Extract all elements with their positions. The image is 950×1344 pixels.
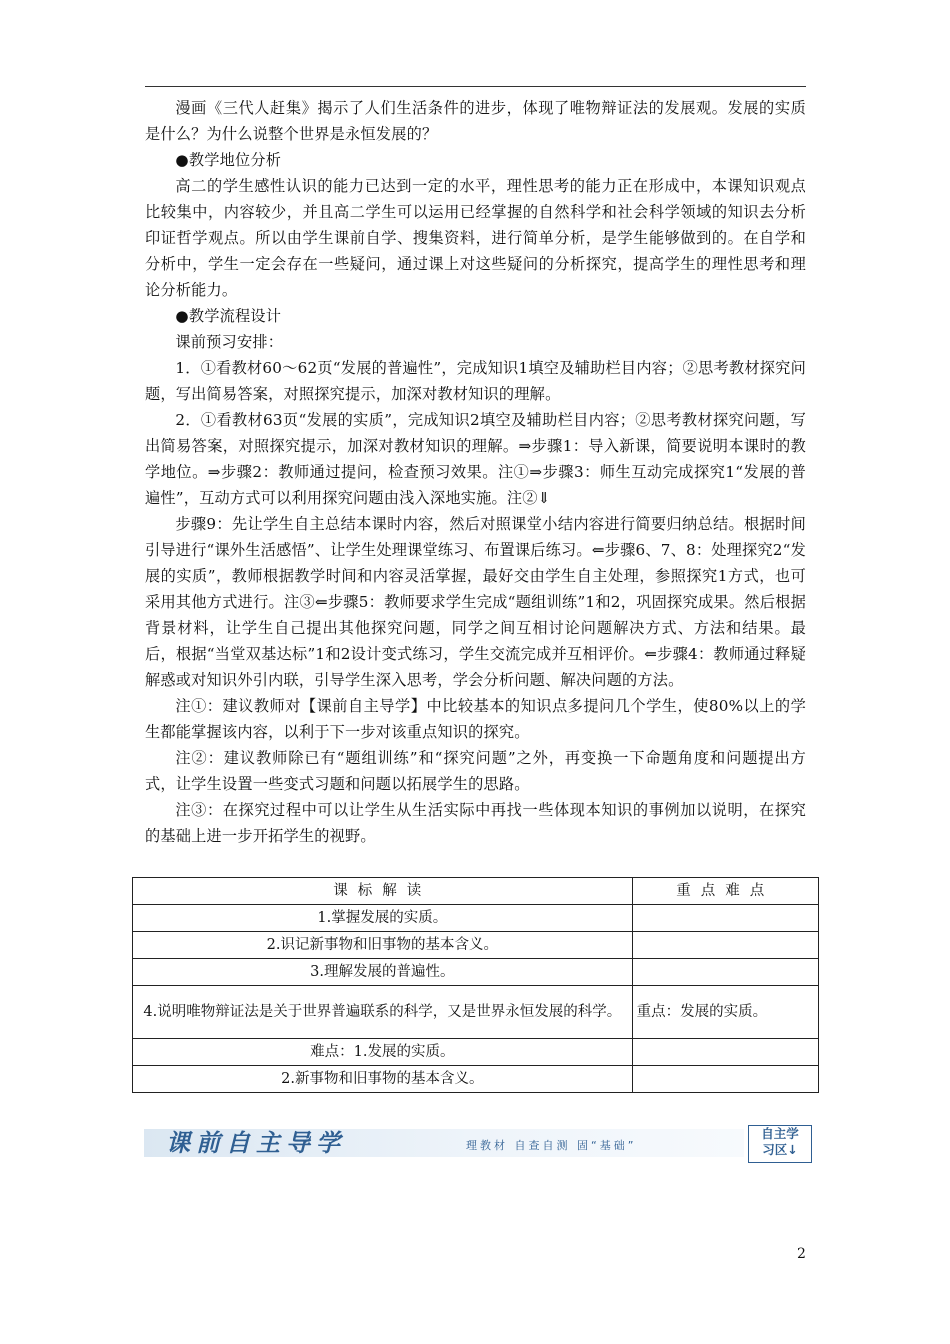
table-cell-key-point: 重点：发展的实质。 bbox=[632, 986, 818, 1039]
table-cell-empty bbox=[632, 1066, 818, 1093]
table-row bbox=[133, 959, 819, 986]
section-heading-flow: ●教学流程设计 bbox=[175, 307, 282, 325]
table-cell: 2.新事物和旧事物的基本含义。 bbox=[133, 1066, 633, 1093]
badge-line-1: 自主学 bbox=[761, 1126, 799, 1141]
table-cell-empty bbox=[632, 959, 818, 986]
body-text bbox=[145, 95, 806, 849]
paragraph-preview-label: 课前预习安排： bbox=[175, 333, 284, 351]
table-row bbox=[133, 1066, 819, 1093]
table-cell-empty bbox=[632, 932, 818, 959]
section-banner bbox=[144, 1123, 816, 1163]
table-row bbox=[133, 1039, 819, 1066]
header-curriculum: 课标解读 bbox=[133, 878, 633, 905]
table-header-row bbox=[133, 878, 819, 905]
paragraph-step-9: 步骤9：先让学生自主总结本课时内容，然后对照课堂小结内容进行简要归纳总结。根据时间引导进行“课外生活感悟”、让学生处理课堂练习、布置课后练习。⇐步骤6、7、8：处理探究2“发展的实质”，教师根据教学时间和内容灵活掌握，最好交由学生自主处理，参照探究1方式，也可采用其他方式进行。注③⇐步骤5：教师要求学生完成“题组训练”1和2，巩固探究成果。然后根据背景材料，让学生自己提出其他探究问题，同学之间互相讨论问题解决方式、方法和结果。最后，根据“当堂双基达标”1和2设计变式练习，学生交流完成并互相评价。⇐步骤4：教师通过释疑解惑或对知识外引内联，引导学生深入思考，学会分析问题、解决问题的方法。 bbox=[145, 515, 806, 689]
paragraph-note-2: 注②：建议教师除已有“题组训练”和“探究问题”之外，再变换一下命题角度和问题提出方式，让学生设置一些变式习题和问题以拓展学生的思路。 bbox=[145, 749, 806, 793]
table-cell: 2.识记新事物和旧事物的基本含义。 bbox=[133, 932, 633, 959]
table-row bbox=[133, 986, 819, 1039]
table-row bbox=[133, 932, 819, 959]
table-cell-empty bbox=[632, 1039, 818, 1066]
table-row bbox=[133, 905, 819, 932]
table-cell: 难点：1.发展的实质。 bbox=[133, 1039, 633, 1066]
paragraph-intro: 漫画《三代人赶集》揭示了人们生活条件的进步，体现了唯物辩证法的发展观。发展的实质是什么？为什么说整个世界是永恒发展的？ bbox=[145, 99, 806, 143]
paragraph-note-3: 注③：在探究过程中可以让学生从生活实际中再找一些体现本知识的事例加以说明，在探究的基础上进一步开拓学生的视野。 bbox=[145, 801, 806, 845]
table-cell: 1.掌握发展的实质。 bbox=[133, 905, 633, 932]
banner-title: 课前自主导学 bbox=[166, 1129, 346, 1157]
table-cell: 4.说明唯物辩证法是关于世界普遍联系的科学，又是世界永恒发展的科学。 bbox=[133, 986, 633, 1039]
study-area-badge bbox=[748, 1125, 812, 1163]
header-key-points: 重点难点 bbox=[632, 878, 818, 905]
section-heading-position: ●教学地位分析 bbox=[175, 151, 282, 169]
header-rule bbox=[145, 86, 806, 87]
paragraph-step-1: 1．①看教材60～62页“发展的普遍性”，完成知识1填空及辅助栏目内容；②思考教材探究问题，写出简易答案，对照探究提示，加深对教材知识的理解。 bbox=[145, 359, 806, 403]
paragraph-note-1: 注①：建议教师对【课前自主导学】中比较基本的知识点多提问几个学生，使80%以上的学生都能掌握该内容，以利于下一步对该重点知识的探究。 bbox=[145, 697, 806, 741]
table-cell-empty bbox=[632, 905, 818, 932]
standards-table bbox=[132, 877, 819, 1093]
badge-line-2: 习区↓ bbox=[762, 1142, 798, 1157]
page-number: 2 bbox=[797, 1246, 806, 1262]
paragraph-step-2: 2．①看教材63页“发展的实质”，完成知识2填空及辅助栏目内容；②思考教材探究问题，写出简易答案，对照探究提示，加深对教材知识的理解。⇒步骤1：导入新课，简要说明本课时的教学地位。⇒步骤2：教师通过提问，检查预习效果。注①⇒步骤3：师生互动完成探究1“发展的普遍性”，互动方式可以利用探究问题由浅入深地实施。注②⇓ bbox=[145, 411, 806, 507]
paragraph-position: 高二的学生感性认识的能力已达到一定的水平，理性思考的能力正在形成中，本课知识观点比较集中，内容较少，并且高二学生可以运用已经掌握的自然科学和社会科学领域的知识去分析印证哲学观点。所以由学生课前自学、搜集资料，进行简单分析，是学生能够做到的。在自学和分析中，学生一定会存在一些疑问，通过课上对这些疑问的分析探究，提高学生的理性思考和理论分析能力。 bbox=[145, 177, 806, 299]
banner-subtitle: 理教材 自查自测 固“基础” bbox=[466, 1139, 637, 1152]
table-cell: 3.理解发展的普遍性。 bbox=[133, 959, 633, 986]
